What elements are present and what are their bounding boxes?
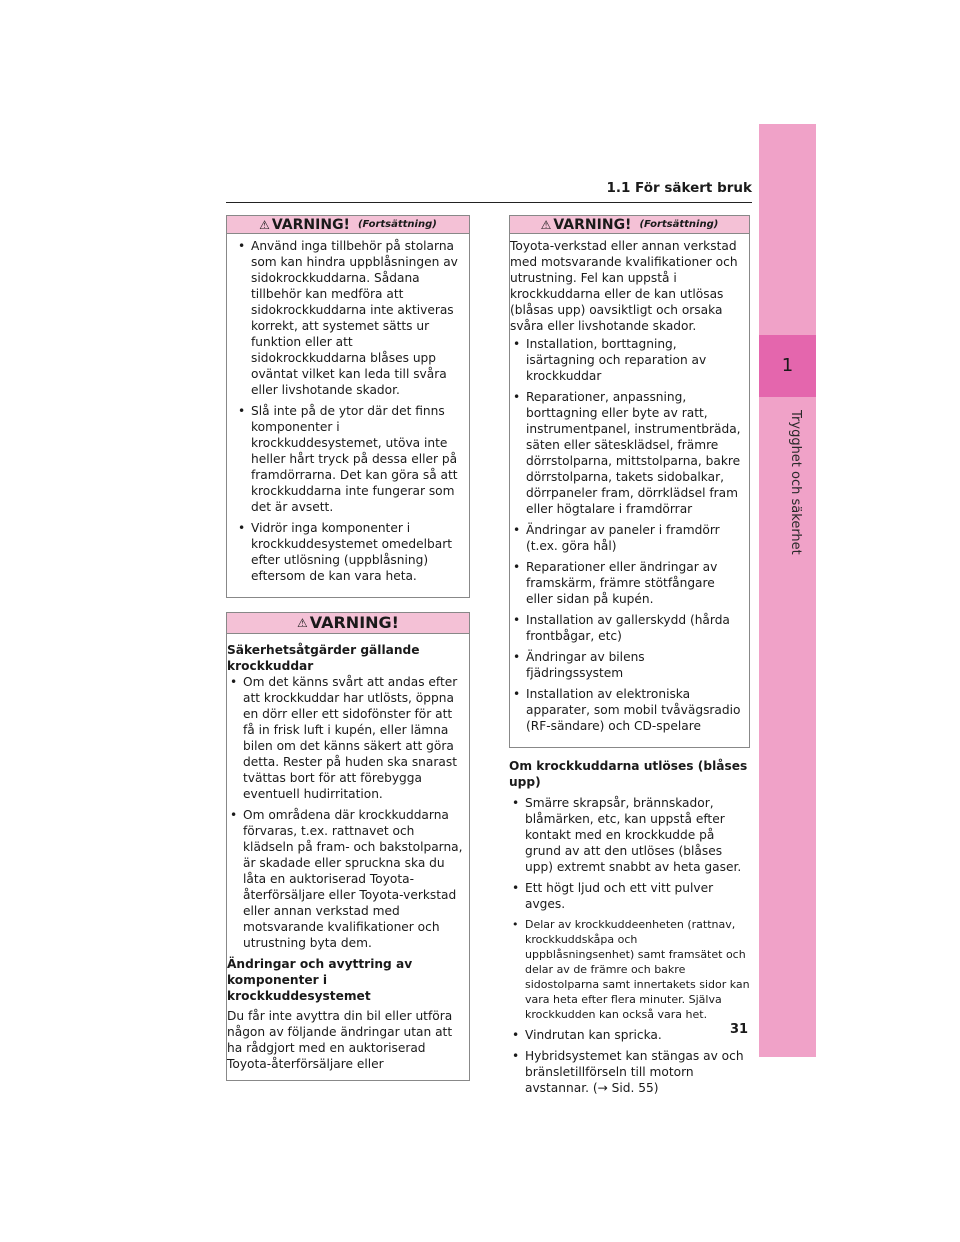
list-item: • Hybridsystemet kan stängas av och bränsletillförseln till motorn avstannar. (→ Sid. 55) [512,1049,744,1095]
warning-triangle-icon: ⚠ [297,616,308,630]
warning-band [510,215,749,234]
paragraph: Du får inte avyttra din bil eller utföra någon av följande ändringar utan att ha rådgjort med en auktoriserad Toyota-återförsäljare eller [227,1009,453,1071]
list-item: • Installation, borttagning, isärtagning och reparation av krockkuddar [513,337,707,383]
warning-band [227,215,469,234]
list-item: • Reparationer eller ändringar av framskärm, främre stötfångare eller sidan på kupén. [513,560,718,606]
section-heading: Om krockkuddarna utlöses (blåses upp) [509,759,748,789]
list-item: • Vidrör inga komponenter i krockkuddesystemet omedelbart efter utlösning (uppblåsning) eftersom de kan vara heta. [238,521,453,583]
page-number: 31 [730,1022,749,1037]
warning-box-continued [226,215,470,598]
warning-band [227,612,469,634]
warning-title: VARNING! [309,613,399,632]
warning-box [226,612,470,1081]
list-item: • Ett högt ljud och ett vitt pulver avges. [512,881,714,911]
warning-continued-label: (Fortsättning) [639,218,719,230]
list-item: • Använd inga tillbehör på stolarna som kan hindra uppblåsningen av sidokrockkuddarna. Sådana tillbehör kan medföra att sidokrockkuddarna inte aktiveras korrekt, att systemet sätts ur funktion eller att sidokrockkuddarna blåses upp oväntat vilket kan leda till svåra eller livshotande skador. [238,239,458,397]
warning-body [227,634,469,1080]
warning-continued-label: (Fortsättning) [357,218,437,230]
chapter-tab [759,124,816,1057]
list-item: • Om områdena där krockkuddarna förvaras, t.ex. rattnavet och klädseln på fram- och bakstolparna, är skadade eller spruckna ska du låta en auktoriserad Toyota-återförsäljare eller Toyota-verkstad eller annan verkstad med motsvarande kvalifikationer och utrustning byta dem. [230,808,463,950]
list-item: • Installation av elektroniska apparater, som mobil tvåvägsradio (RF-sändare) och CD-spelare [513,687,741,733]
list-item: • Om det känns svårt att andas efter att krockkuddar har utlösts, öppna en dörr eller ett sidofönster för att få in frisk luft i kupén, eller lämna bilen om det känns säkert att göra detta. Rester på huden ska snarast tvättas bort för att förebygga eventuell hudirritation. [230,675,458,801]
list-item: • Installation av gallerskydd (hårda frontbågar, etc) [513,613,730,643]
list-item: • Vindrutan kan spricka. [512,1028,662,1042]
list-item: • Smärre skrapsår, brännskador, blåmärken, etc, kan uppstå efter kontakt med en krockkudde på grund av att den utlöses (blåses upp) extremt snabbt av heta gaser. [512,796,742,874]
warning-title: VARNING! [553,216,632,233]
left-column [226,215,470,1081]
list-item: • Slå inte på de ytor där det finns komponenter i krockkuddesystemet, utöva inte heller hårt tryck på dessa eller på framdörrarna. Det kan göra så att krockkuddarna inte fungerar som det är avsett. [238,404,458,514]
section-header: 1.1 För säkert bruk [606,180,752,196]
subheading: Säkerhetsåtgärder gällande krockkuddar [227,643,420,673]
list-item: • Delar av krockkuddeenheten (rattnav, krockkuddskåpa och uppblåsningsenhet) samt framsätet och delar av de främre och bakre sidostolparna samt innertakets sidor kan vara heta efter flera minuter. Själva krockkudden kan också vara het. [512,918,750,1021]
header-rule [226,202,752,203]
warning-title: VARNING! [271,216,350,233]
list-item: • Ändringar av paneler i framdörr (t.ex. göra hål) [513,523,720,553]
paragraph: Toyota-verkstad eller annan verkstad med motsvarande kvalifikationer och utrustning. Fel kan uppstå i krockkuddarna eller de kan utlösas (blåsas upp) oavsiktligt och orsaka svåra eller livshotande skador. [510,239,738,333]
list-item: • Reparationer, anpassning, borttagning eller byte av ratt, instrumentpanel, instrumentbräda, säten eller sätesklädsel, främre dörrstolparna, mittstolparna, bakre dörrstolparna, takets sidobalkar, dörrpaneler fram, dörrklädsel fram eller högtalare i framdörrar [513,390,741,516]
right-column [509,215,750,1101]
warning-body [510,234,749,747]
chapter-number: 1 [759,335,816,397]
warning-triangle-icon: ⚠ [540,217,552,232]
warning-body [227,234,469,597]
chapter-title-vertical: Trygghet och säkerhet [788,410,803,555]
subheading: Ändringar och avyttring av komponenter i krockkuddesystemet [227,957,413,1003]
list-item: • Ändringar av bilens fjädringssystem [513,650,645,680]
warning-triangle-icon: ⚠ [259,217,270,232]
warning-box-continued [509,215,750,748]
